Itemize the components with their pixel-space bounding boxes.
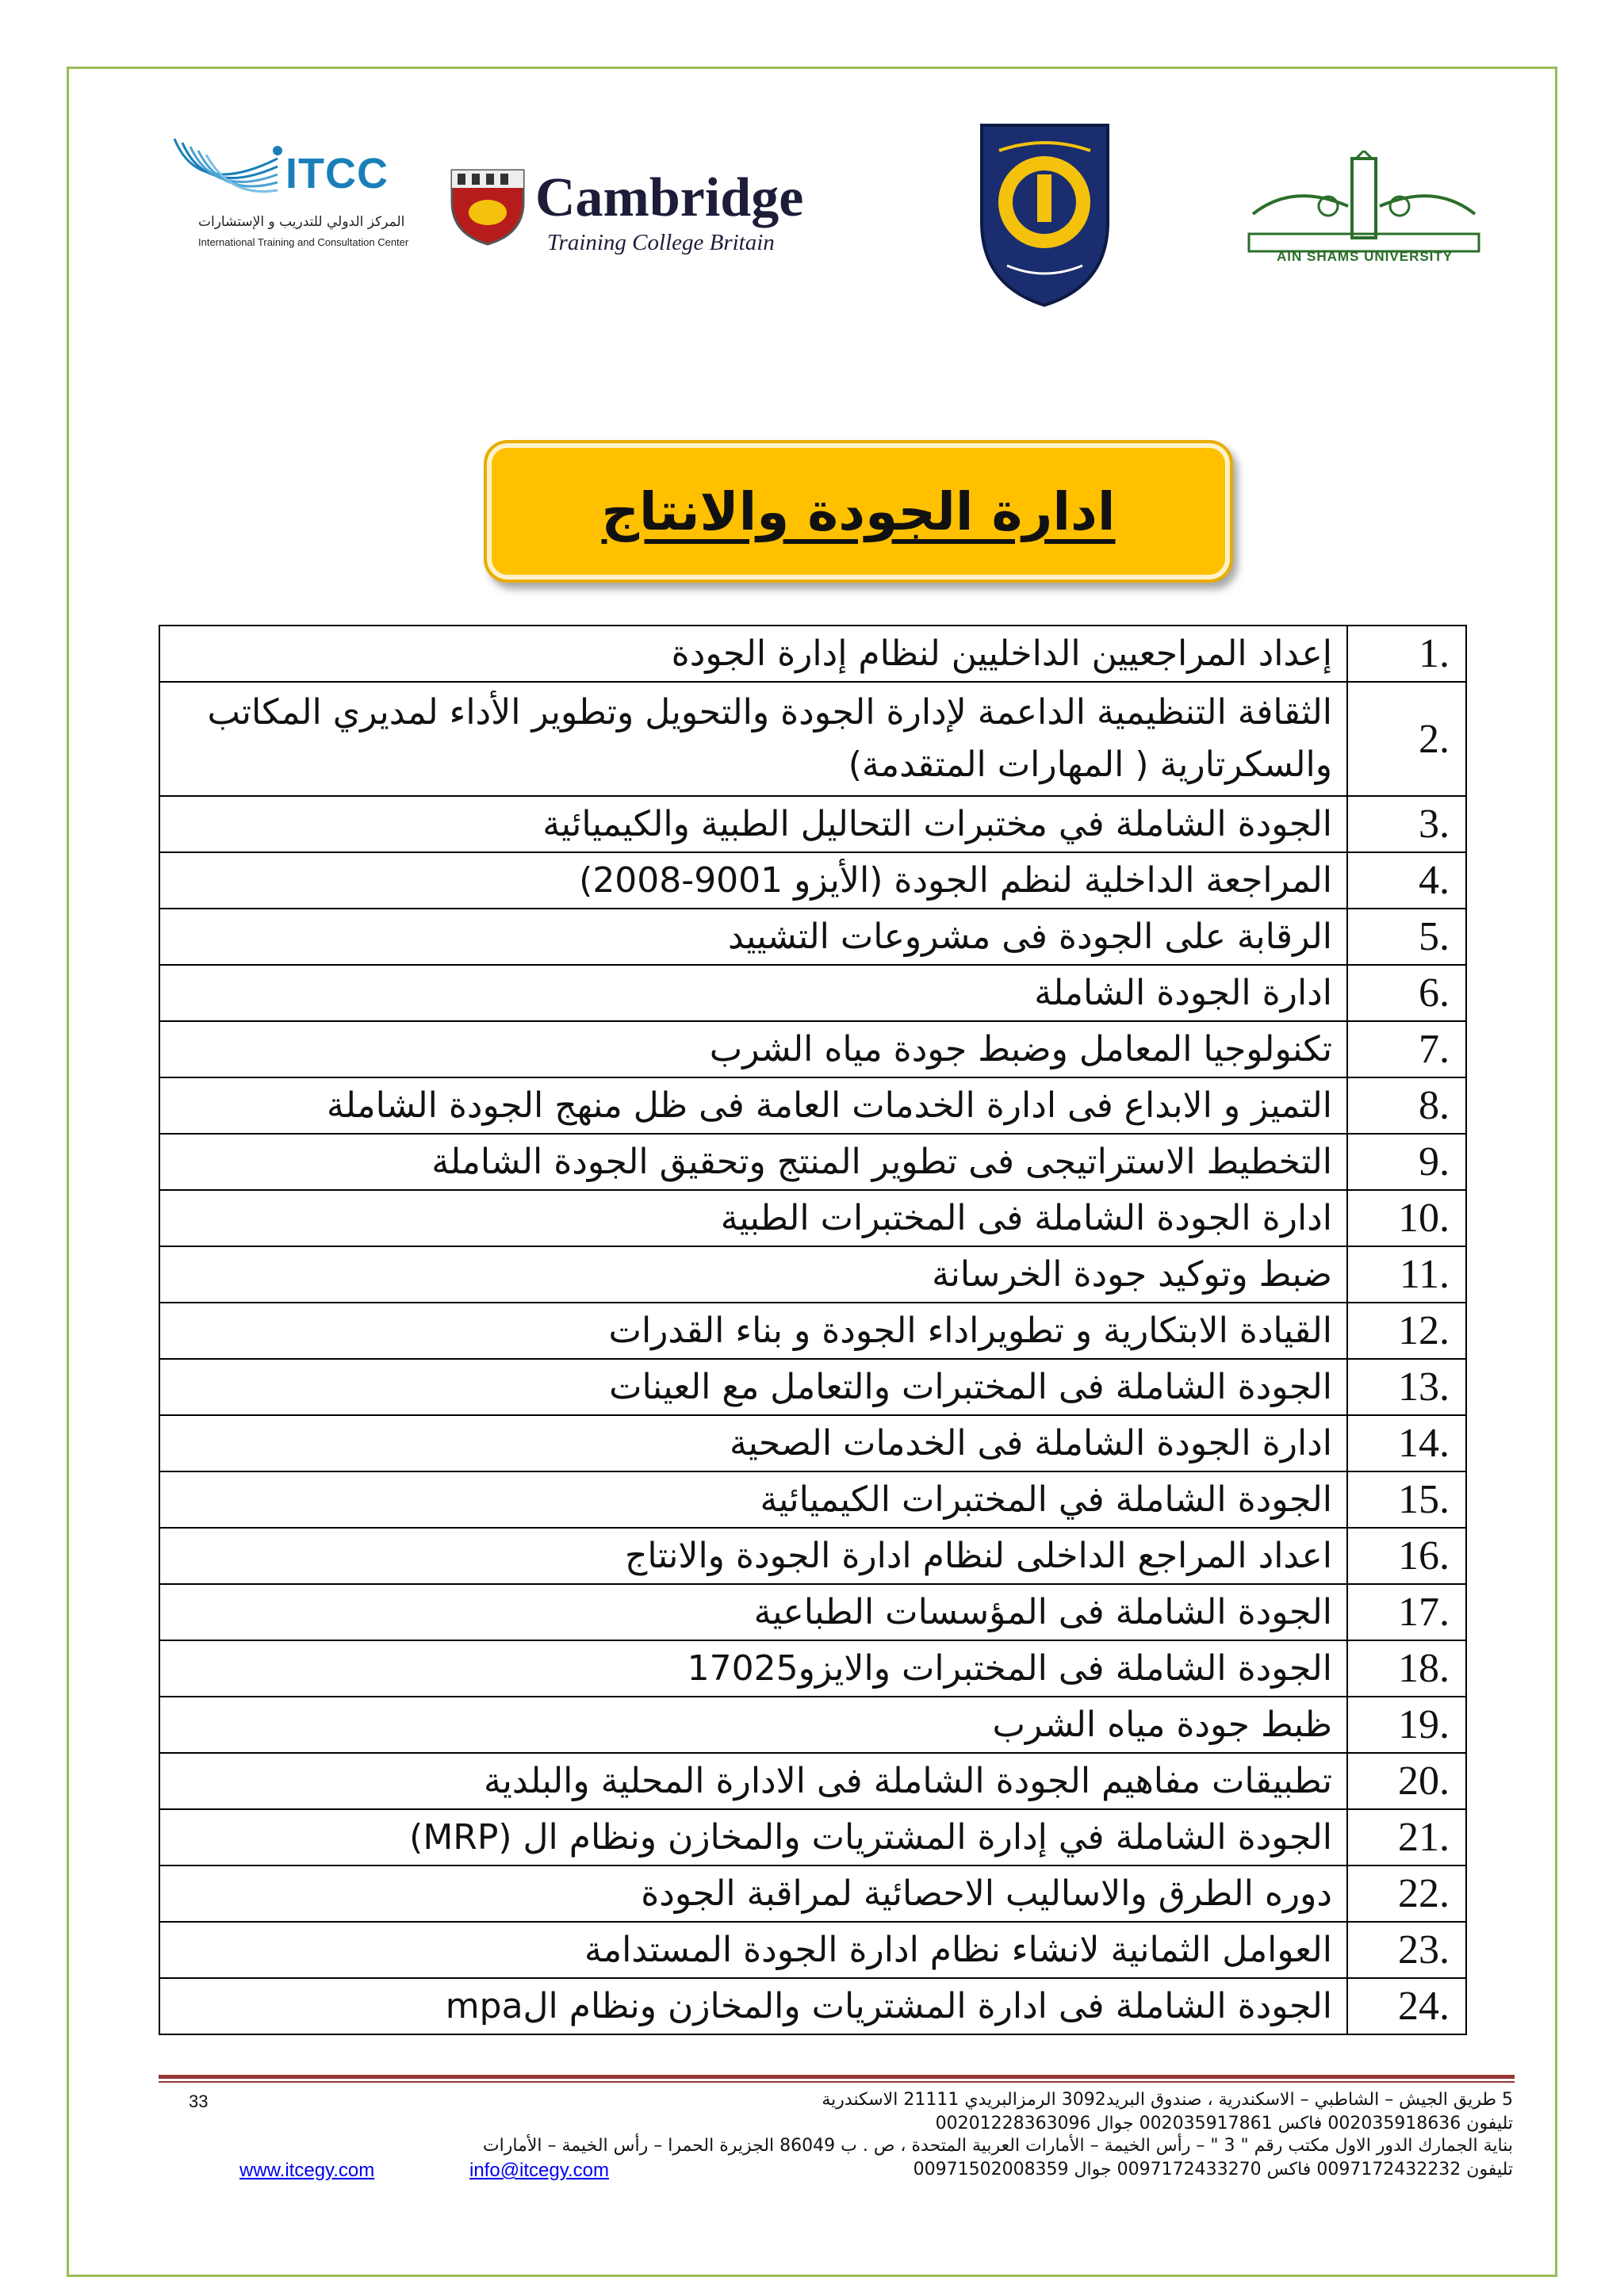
course-title: ادارة الجودة الشاملة: [159, 965, 1347, 1021]
course-number: 3.: [1347, 796, 1466, 852]
course-number: 6.: [1347, 965, 1466, 1021]
course-number: 17.: [1347, 1584, 1466, 1640]
course-title: التخطيط الاستراتيجى فى تطوير المنتج وتحقيق الجودة الشاملة: [159, 1134, 1347, 1190]
table-row: [159, 1978, 1466, 2034]
course-number: 1.: [1347, 626, 1466, 682]
course-number: 19.: [1347, 1697, 1466, 1753]
table-row: [159, 626, 1466, 682]
ain-shams-logo: [1245, 151, 1483, 270]
table-row: [159, 1077, 1466, 1134]
table-row: [159, 1640, 1466, 1697]
course-title: الجودة الشاملة فى ادارة المشتريات والمخازن ونظام الmpa: [159, 1978, 1347, 2034]
course-number: 11.: [1347, 1246, 1466, 1303]
course-title: تطبيقات مفاهيم الجودة الشاملة فى الادارة المحلية والبلدية: [159, 1753, 1347, 1809]
table-row: [159, 1584, 1466, 1640]
cambridge-shield-icon: [448, 166, 527, 246]
course-number: 8.: [1347, 1077, 1466, 1134]
table-row: [159, 1134, 1466, 1190]
section-title-box: [484, 440, 1233, 583]
table-row: [159, 1697, 1466, 1753]
table-row: [159, 1359, 1466, 1415]
table-row: [159, 965, 1466, 1021]
cambridge-tagline: Training College Britain: [547, 230, 775, 255]
course-title: ضبط وتوكيد جودة الخرسانة: [159, 1246, 1347, 1303]
course-number: 15.: [1347, 1471, 1466, 1528]
table-row: [159, 1922, 1466, 1978]
table-row: [159, 1528, 1466, 1584]
course-number: 24.: [1347, 1978, 1466, 2034]
course-number: 20.: [1347, 1753, 1466, 1809]
course-title: الجودة الشاملة في إدارة المشتريات والمخازن ونظام ال (MRP): [159, 1809, 1347, 1866]
damanhour-emblem-icon: [975, 119, 1114, 309]
course-title: الجودة الشاملة فى المختبرات والتعامل مع العينات: [159, 1359, 1347, 1415]
course-number: 9.: [1347, 1134, 1466, 1190]
course-table-body: [159, 626, 1466, 2034]
page-number: 33: [189, 2091, 209, 2111]
ain-shams-emblem-icon: [1245, 151, 1483, 254]
itcc-wordmark: ITCC: [285, 150, 389, 197]
course-number: 4.: [1347, 852, 1466, 909]
course-title: الجودة الشاملة فى المؤسسات الطباعية: [159, 1584, 1347, 1640]
course-title: اعداد المراجع الداخلى لنظام ادارة الجودة والانتاج: [159, 1528, 1347, 1584]
table-row: [159, 1246, 1466, 1303]
course-number: 5.: [1347, 909, 1466, 965]
course-table: [159, 625, 1467, 2035]
course-number: 14.: [1347, 1415, 1466, 1471]
section-title: ادارة الجودة والانتاج: [601, 480, 1116, 542]
table-row: [159, 1021, 1466, 1077]
itcc-arabic-name: المركز الدولي للتدريب و الإستشارات: [198, 214, 405, 230]
course-number: 22.: [1347, 1866, 1466, 1922]
table-row: [159, 1866, 1466, 1922]
footer-phones-egypt: تليفون 002035918636 فاكس 002035917861 جوال 00201228363096: [935, 2114, 1513, 2133]
course-title: تكنولوجيا المعامل وضبط جودة مياه الشرب: [159, 1021, 1347, 1077]
table-row: [159, 1190, 1466, 1246]
ain-shams-wordmark: AIN SHAMS UNIVERSITY: [1277, 249, 1454, 264]
table-row: [159, 1471, 1466, 1528]
email-link[interactable]: info@itcegy.com: [469, 2160, 609, 2181]
itcc-swoosh-icon: [167, 135, 285, 214]
course-number: 16.: [1347, 1528, 1466, 1584]
course-number: 18.: [1347, 1640, 1466, 1697]
course-title: إعداد المراجعيين الداخليين لنظام إدارة الجودة: [159, 626, 1347, 682]
footer-phones-uae: تليفون 0097172432232 فاكس 0097172433270 جوال 00971502008359: [913, 2160, 1513, 2179]
course-title: المراجعة الداخلية لنظم الجودة (الأيزو 9001-2008): [159, 852, 1347, 909]
cambridge-logo: [448, 166, 860, 254]
website-link[interactable]: www.itcegy.com: [239, 2160, 375, 2181]
damanhour-university-logo: [975, 119, 1114, 309]
course-title: العوامل الثمانية لانشاء نظام ادارة الجودة المستدامة: [159, 1922, 1347, 1978]
course-number: 7.: [1347, 1021, 1466, 1077]
course-number: 10.: [1347, 1190, 1466, 1246]
table-row: [159, 796, 1466, 852]
course-title: دوره الطرق والاساليب الاحصائية لمراقبة الجودة: [159, 1866, 1347, 1922]
course-title: الجودة الشاملة في مختبرات التحاليل الطبية والكيميائية: [159, 796, 1347, 852]
course-title: الرقابة على الجودة فى مشروعات التشييد: [159, 909, 1347, 965]
cambridge-wordmark: Cambridge: [535, 167, 804, 228]
table-row: [159, 1809, 1466, 1866]
table-row: [159, 1753, 1466, 1809]
course-title: ادارة الجودة الشاملة فى الخدمات الصحية: [159, 1415, 1347, 1471]
course-title: ادارة الجودة الشاملة فى المختبرات الطبية: [159, 1190, 1347, 1246]
course-title: القيادة الابتكارية و تطويراداء الجودة و بناء القدرات: [159, 1303, 1347, 1359]
course-title: التميز و الابداع فى ادارة الخدمات العامة فى ظل منهج الجودة الشاملة: [159, 1077, 1347, 1134]
course-number: 13.: [1347, 1359, 1466, 1415]
footer-rule: [159, 2075, 1515, 2083]
course-number: 12.: [1347, 1303, 1466, 1359]
course-number: 2.: [1347, 682, 1466, 796]
table-row: [159, 852, 1466, 909]
table-row: [159, 1415, 1466, 1471]
course-title: الجودة الشاملة فى المختبرات والايزو17025: [159, 1640, 1347, 1697]
logo-strip: [167, 119, 1475, 325]
course-title: الجودة الشاملة في المختبرات الكيميائية: [159, 1471, 1347, 1528]
footer-address-egypt: 5 طريق الجيش – الشاطبي – الاسكندرية ، صندوق البريد3092 الرمزالبريدي 21111 الاسكندرية: [822, 2090, 1513, 2110]
course-title: ظبط جودة مياه الشرب: [159, 1697, 1347, 1753]
course-number: 23.: [1347, 1922, 1466, 1978]
itcc-logo: [167, 135, 428, 254]
course-title: الثقافة التنظيمية الداعمة لإدارة الجودة والتحويل وتطوير الأداء لمديري المكاتب والسكرتارية ( المهارات المتقدمة): [159, 682, 1347, 796]
table-row: [159, 909, 1466, 965]
itcc-english-name: International Training and Consultation Center: [198, 236, 409, 248]
footer-address-uae: بناية الجمارك الدور الاول مكتب رقم " 3 " – رأس الخيمة – الأمارات العربية المتحدة ، ص . ب 86049 الجزيرة الحمرا – رأس الخيمة – الأمارات: [482, 2136, 1513, 2156]
course-number: 21.: [1347, 1809, 1466, 1866]
table-row: [159, 1303, 1466, 1359]
table-row: [159, 682, 1466, 796]
